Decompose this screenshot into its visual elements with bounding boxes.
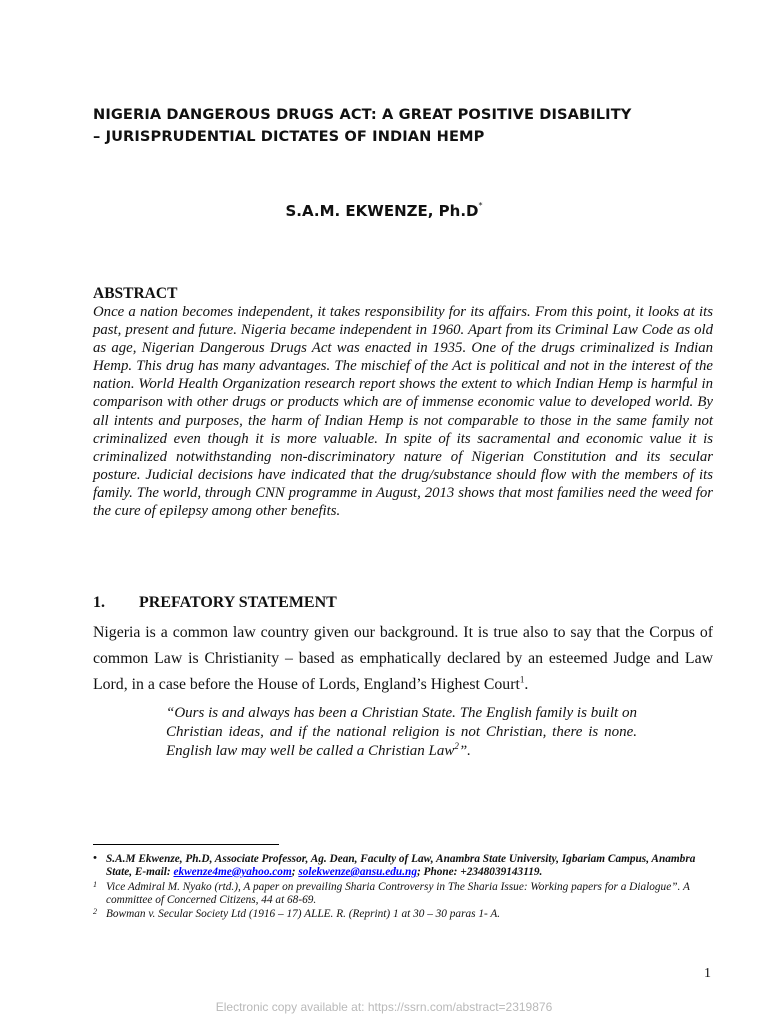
paper-title-line-2: – JURISPRUDENTIAL DICTATES OF INDIAN HEMP	[93, 128, 485, 145]
footnote-author-text	[93, 853, 723, 879]
footnote-author-phone: ; Phone: +2348039143119.	[416, 866, 543, 878]
footnote-1-mark: 1	[93, 880, 97, 889]
author-byline	[0, 202, 768, 220]
paper-title	[93, 104, 723, 148]
page-number: 1	[704, 966, 711, 981]
email-link-yahoo[interactable]: ekwenze4me@yahoo.com	[173, 866, 292, 878]
footnote-separator	[93, 844, 279, 845]
author-name: S.A.M. EKWENZE, Ph.D	[285, 202, 479, 220]
block-quote-end: ”.	[458, 743, 471, 759]
section-paragraph-text: Nigeria is a common law country given our background. It is true also to say that the Corpus of common Law is Christianity – based as emphatically declared by an esteemed Judge and Law Lord, in a case before the House of Lords, England’s Highest Court	[93, 624, 713, 693]
block-quote-text: “Ours is and always has been a Christian State. The English family is built on Christian ideas, and if the national religion is not Christian, there is none. English law may well be called a Christian Law	[166, 705, 637, 759]
author-footnote-marker[interactable]: *	[478, 201, 483, 210]
footnote-author-mark: •	[93, 852, 97, 864]
footnote-ref-2[interactable]: 2	[454, 741, 459, 751]
section-title: PREFATORY STATEMENT	[139, 594, 337, 611]
footnote-author	[93, 853, 723, 879]
abstract-heading: ABSTRACT	[93, 285, 178, 302]
footnote-ref-1[interactable]: 1	[519, 674, 525, 685]
email-link-ansu[interactable]: solekwenze@ansu.edu.ng	[298, 866, 417, 878]
paper-title-line-1: NIGERIA DANGEROUS DRUGS ACT: A GREAT POSITIVE DISABILITY	[93, 106, 632, 123]
footnote-1-text: Vice Admiral M. Nyako (rtd.), A paper on prevailing Sharia Controversy in The Sharia Issue: Working papers for a Dialogue”. A committee of Concerned Citizens, 44 at 68-69.	[106, 881, 690, 906]
ssrn-notice[interactable]: Electronic copy available at: https://ssrn.com/abstract=2319876	[215, 1000, 553, 1014]
footnote-author-separator: ;	[291, 866, 299, 878]
abstract-body: Once a nation becomes independent, it takes responsibility for its affairs. From this point, it looks at its past, present and future. Nigeria became independent in 1960. Apart from its Criminal Law Code as old as age, Nigerian Dangerous Drugs Act was enacted in 1935. One of the drugs criminalized is Indian Hemp. This drug has many advantages. The mischief of the Act is political and not in the interest of the nation. World Health Organization research report shows the extent to which Indian Hemp is harmful in comparison with other drugs or products which are of immense economic value to developed world. By all intents and purposes, the harm of Indian Hemp is not comparable to those in the same family not criminalized even though it is more valuable. In spite of its sacramental and economic value it is criminalized notwithstanding non-discriminatory nature of Nigerian Constitution and its secular posture. Judicial decisions have indicated that the drug/substance should flow with the members of its family. The world, through CNN programme in August, 2013 shows that most families need the weed for the cure of epilepsy among other benefits.	[93, 304, 713, 520]
footnote-1	[93, 881, 723, 907]
footnote-author-affiliation: S.A.M Ekwenze, Ph.D, Associate Professor, Ag. Dean, Faculty of Law, Anambra State University, Igbariam Campus, Anambra State, E-mail:	[106, 853, 696, 878]
section-paragraph	[93, 620, 713, 698]
footnote-2-text: Bowman v. Secular Society Ltd (1916 – 17) ALLE. R. (Reprint) 1 at 30 – 30 paras 1- A.	[106, 908, 501, 920]
block-quote	[166, 704, 637, 761]
footnote-2	[93, 908, 723, 921]
section-paragraph-end: .	[524, 676, 529, 693]
section-heading	[93, 594, 337, 612]
section-number: 1.	[93, 594, 105, 611]
footnote-2-mark: 2	[93, 907, 97, 916]
